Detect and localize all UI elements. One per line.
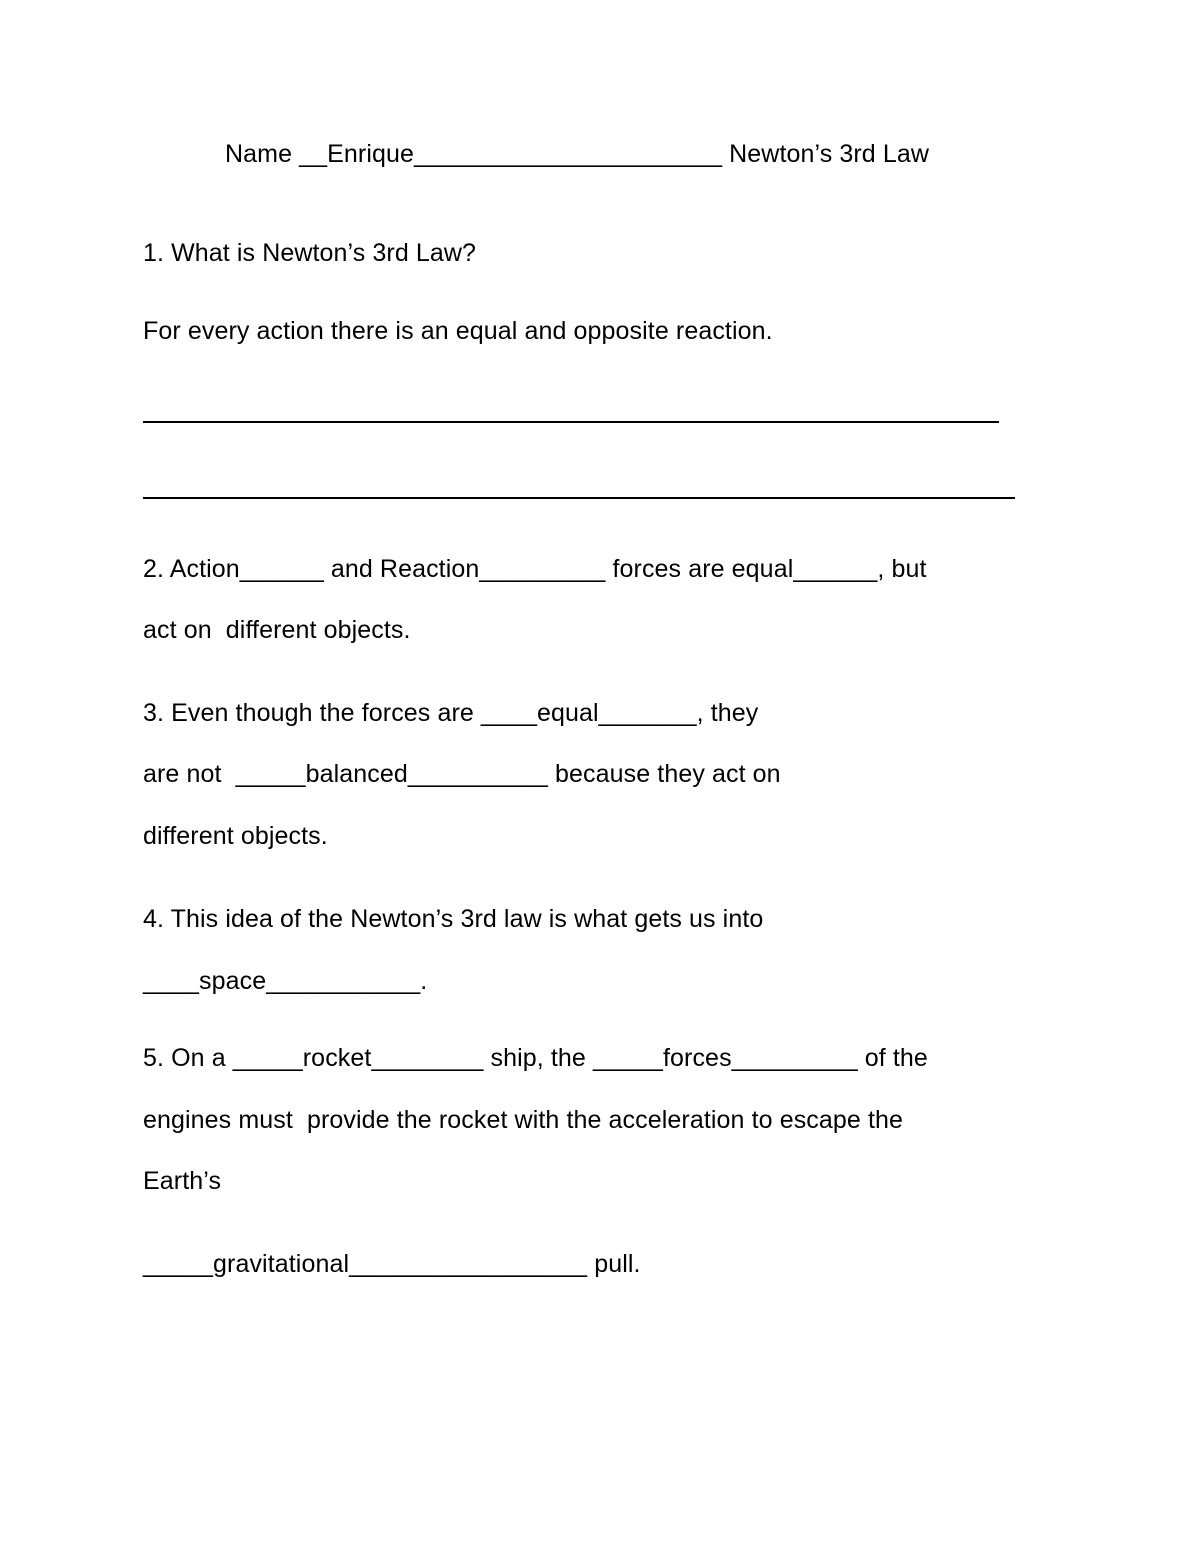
answer-blank-line — [143, 421, 999, 423]
question-5-line-2: engines must provide the rocket with the acceleration to escape the — [143, 1106, 904, 1134]
question-3-line-1: 3. Even though the forces are ____equal_______, they — [143, 699, 759, 727]
answer-blank-line — [143, 497, 1015, 499]
question-4-line-2: ____space___________. — [143, 967, 428, 995]
question-5-line-4: _____gravitational_________________ pull. — [143, 1250, 641, 1278]
question-4-line-1: 4. This idea of the Newton’s 3rd law is what gets us into — [143, 905, 764, 933]
question-3-line-3: different objects. — [143, 822, 328, 850]
question-1: 1. What is Newton’s 3rd Law? — [143, 239, 477, 267]
header-name-title: Name __Enrique______________________ Newton’s 3rd Law — [225, 140, 929, 168]
question-5-line-3: Earth’s — [143, 1167, 222, 1195]
question-2-line-1: 2. Action______ and Reaction_________ forces are equal______, but — [143, 555, 927, 583]
question-2-line-2: act on different objects. — [143, 616, 411, 644]
answer-1: For every action there is an equal and opposite reaction. — [143, 317, 773, 345]
question-5-line-1: 5. On a _____rocket________ ship, the _____forces_________ of the — [143, 1044, 928, 1072]
question-3-line-2: are not _____balanced__________ because they act on — [143, 760, 781, 788]
